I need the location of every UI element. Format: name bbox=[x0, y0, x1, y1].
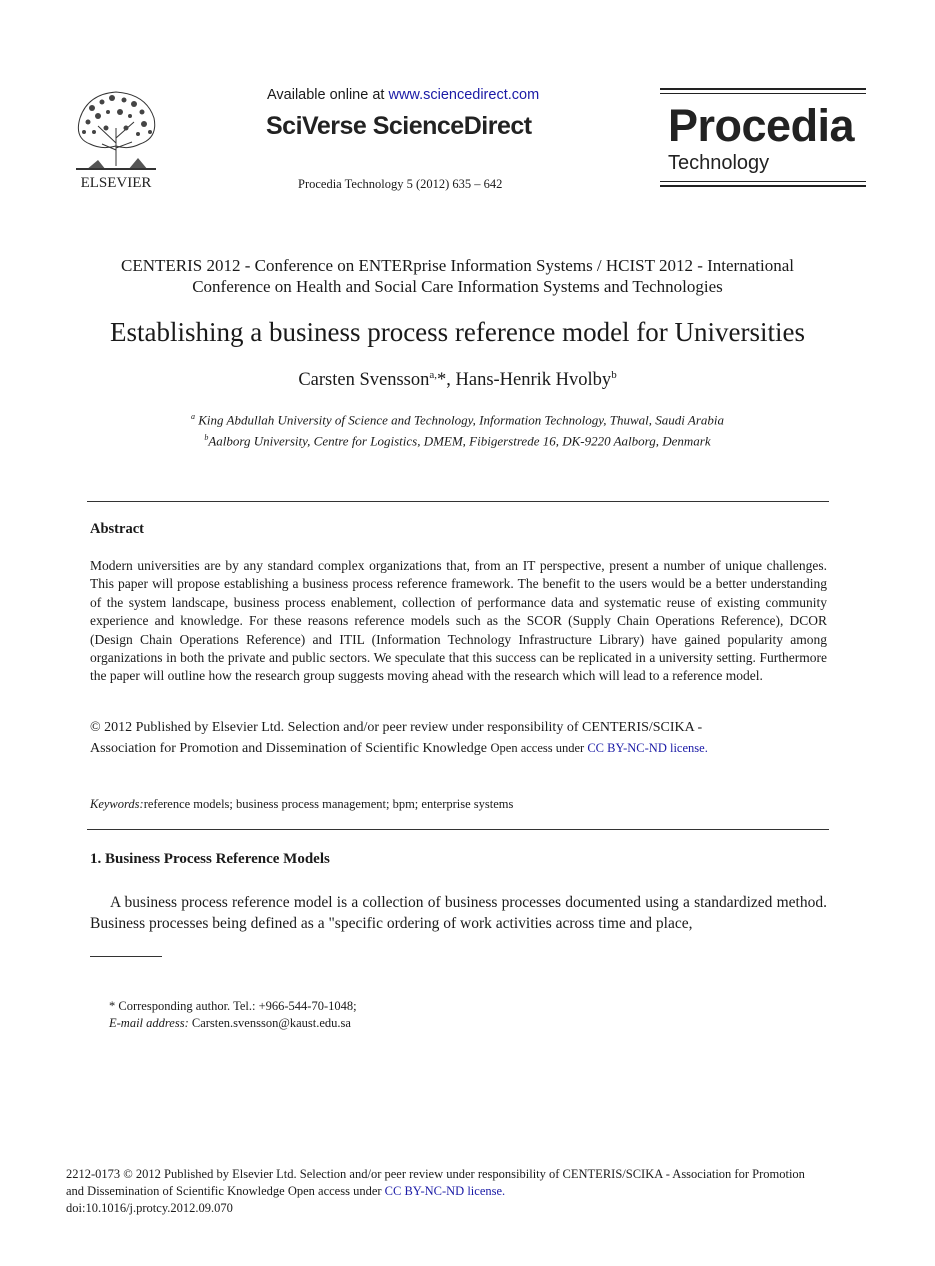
affiliations bbox=[40, 408, 875, 451]
conference-line-1: CENTERIS 2012 - Conference on ENTERprise Information Systems / HCIST 2012 - International bbox=[121, 256, 794, 275]
copyright-line-2-text: Association for Promotion and Dissemination of Scientific Knowledge bbox=[90, 741, 491, 756]
footer-line-1: 2212-0173 © 2012 Published by Elsevier Ltd. Selection and/or peer review under responsibility of CENTERIS/SCIKA - Association for Promotion bbox=[66, 1167, 805, 1181]
logo-rule-top-thin bbox=[660, 93, 866, 94]
logo-rule-bottom-thin bbox=[660, 181, 866, 182]
divider-bottom bbox=[87, 829, 829, 830]
logo-rule-top bbox=[660, 88, 866, 90]
available-online bbox=[267, 87, 539, 103]
platform-logo: SciVerse ScienceDirect bbox=[266, 112, 532, 140]
affiliation-a bbox=[40, 408, 875, 429]
author-2: Hans-Henrik Hvolby bbox=[455, 370, 612, 391]
paper-title: Establishing a business process reference model for Universities bbox=[109, 317, 806, 347]
author-2-affil: b bbox=[611, 369, 617, 381]
journal-reference: Procedia Technology 5 (2012) 635 – 642 bbox=[298, 177, 503, 191]
author-1-mark: *, bbox=[437, 370, 456, 391]
affiliation-b bbox=[40, 429, 875, 450]
keywords bbox=[90, 797, 513, 812]
email-address[interactable]: Carsten.svensson@kaust.edu.sa bbox=[188, 1016, 351, 1030]
procedia-subtitle: Technology bbox=[668, 152, 770, 174]
conference-line-2: Conference on Health and Social Care Information Systems and Technologies bbox=[192, 277, 723, 296]
elsevier-logo bbox=[68, 88, 164, 190]
email-line bbox=[109, 1015, 357, 1032]
affiliation-a-text: King Abdullah University of Science and Technology, Information Technology, Thuwal, Saudi Arabia bbox=[194, 412, 724, 428]
elsevier-tree-icon bbox=[68, 88, 164, 190]
footnote bbox=[109, 998, 357, 1032]
footer-line-2 bbox=[66, 1183, 856, 1200]
logo-rule-bottom bbox=[660, 185, 866, 187]
open-access-label: Open access under bbox=[490, 741, 588, 755]
copyright-notice bbox=[90, 718, 827, 759]
divider-top bbox=[87, 501, 829, 502]
section-body: A business process reference model is a collection of business processes documented using a standardized method. Business processes being defined as a "specific ordering of work activities across time and place, bbox=[90, 894, 827, 932]
keywords-text: reference models; business process management; bpm; enterprise systems bbox=[143, 797, 514, 811]
license-link[interactable]: CC BY-NC-ND license. bbox=[587, 741, 708, 755]
sciencedirect-link[interactable]: www.sciencedirect.com bbox=[388, 87, 540, 103]
affiliation-b-sup: b bbox=[204, 433, 209, 443]
affiliation-b-text: Aalborg University, Centre for Logistics, DMEM, Fibigerstrede 16, DK-9220 Aalborg, Denmark bbox=[208, 433, 711, 449]
page-footer bbox=[66, 1166, 856, 1217]
author-1: Carsten Svensson bbox=[298, 370, 430, 391]
abstract-heading: Abstract bbox=[90, 521, 144, 537]
doi[interactable]: doi:10.1016/j.protcy.2012.09.070 bbox=[66, 1201, 233, 1215]
abstract-text: Modern universities are by any standard complex organizations that, from an IT perspective, present a number of unique challenges. This paper will propose establishing a business process reference framework. The benefit to the users would be a better understanding of the system landscape, business process enablement, collection of performance data and systematic reuse of existing community experience and knowledge. For these reasons reference models such as the SCOR (Supply Chain Operations Reference), DCOR (Design Chain Operations Reference) and ITIL (Information Technology Infrastructure Library) have gained popularity among organizations in both the private and public sectors. We speculate that this success can be replicated in a university setting. Furthermore the paper will outline how the research group suggests moving ahead with the research which will lead to a reference model. bbox=[90, 558, 827, 684]
procedia-logo bbox=[660, 88, 866, 190]
copyright-line-1: © 2012 Published by Elsevier Ltd. Selection and/or peer review under responsibility of CENTERIS/SCIKA - bbox=[90, 720, 703, 735]
affiliation-a-sup: a bbox=[190, 412, 195, 421]
email-label: E-mail address: bbox=[109, 1016, 189, 1030]
footer-open-access: Open access under bbox=[287, 1184, 385, 1198]
footnote-rule bbox=[90, 956, 162, 957]
corresponding-author: * Corresponding author. Tel.: +966-544-70-1048; bbox=[109, 999, 357, 1013]
procedia-title: Procedia bbox=[668, 100, 855, 151]
authors bbox=[40, 369, 875, 391]
conference-name bbox=[60, 255, 855, 297]
author-1-affil: a, bbox=[429, 369, 437, 381]
publisher-logo-text: ELSEVIER bbox=[80, 175, 152, 190]
footer-license-link[interactable]: CC BY-NC-ND license. bbox=[384, 1184, 506, 1198]
footer-line-2-text: and Dissemination of Scientific Knowledge bbox=[66, 1184, 288, 1198]
copyright-line-2 bbox=[90, 738, 827, 759]
section-heading: 1. Business Process Reference Models bbox=[90, 851, 330, 867]
available-prefix: Available online at bbox=[267, 87, 389, 103]
keywords-label: Keywords: bbox=[90, 797, 144, 811]
